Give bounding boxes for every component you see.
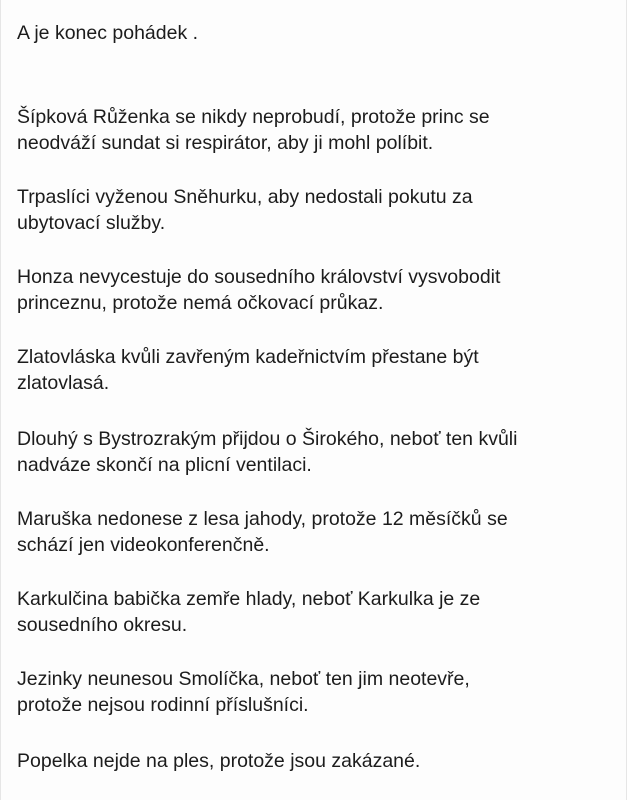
- paragraph-line: ubytovací služby.: [17, 212, 166, 234]
- paragraph-honza: [17, 264, 617, 316]
- paragraph-line: Maruška nedonese z lesa jahody, protože 12 měsíčků se: [17, 508, 508, 530]
- paragraph-line: neodváží sundat si respirátor, aby ji mohl políbit.: [17, 132, 434, 154]
- paragraph-maruska: [17, 506, 617, 558]
- paragraph-line: Karkulčina babička zemře hlady, neboť Karkulka je ze: [17, 588, 481, 610]
- paragraph-popelka: [17, 748, 617, 774]
- post-title: A je konec pohádek .: [17, 22, 199, 44]
- paragraph-line: sousedního okresu.: [17, 614, 188, 636]
- paragraph-line: Dlouhý s Bystrozrakým přijdou o Širokého, neboť ten kvůli: [17, 428, 518, 450]
- paragraph-zlatovlaska: [17, 344, 617, 396]
- paragraph-line: Jezinky neunesou Smolíčka, neboť ten jim neotevře,: [17, 668, 470, 690]
- paragraph-line: princeznu, protože nemá očkovací průkaz.: [17, 292, 384, 314]
- paragraph-line: schází jen videokonferenčně.: [17, 534, 270, 556]
- paragraph-line: protože nejsou rodinní příslušníci.: [17, 694, 309, 716]
- paragraph-line: Zlatovláska kvůli zavřeným kadeřnictvím přestane být: [17, 346, 479, 368]
- paragraph-line: Trpaslíci vyženou Sněhurku, aby nedostali pokutu za: [17, 186, 473, 208]
- paragraph-line: Šípková Růženka se nikdy neprobudí, protože princ se: [17, 106, 490, 128]
- paragraph-line: Honza nevycestuje do sousedního království vysvobodit: [17, 266, 501, 288]
- paragraph-line: Popelka nejde na ples, protože jsou zakázané.: [17, 750, 421, 772]
- paragraph-jezinky: [17, 666, 617, 718]
- paragraph-karkulka: [17, 586, 617, 638]
- paragraph-line: zlatovlasá.: [17, 372, 110, 394]
- paragraph-snehurka: [17, 184, 617, 236]
- paragraph-line: nadváze skončí na plicní ventilaci.: [17, 454, 312, 476]
- post-text: [17, 20, 617, 772]
- paragraph-sipkova-ruzenka: [17, 104, 617, 156]
- paragraph-dlouhy-siroky-bystrozraky: [17, 426, 617, 478]
